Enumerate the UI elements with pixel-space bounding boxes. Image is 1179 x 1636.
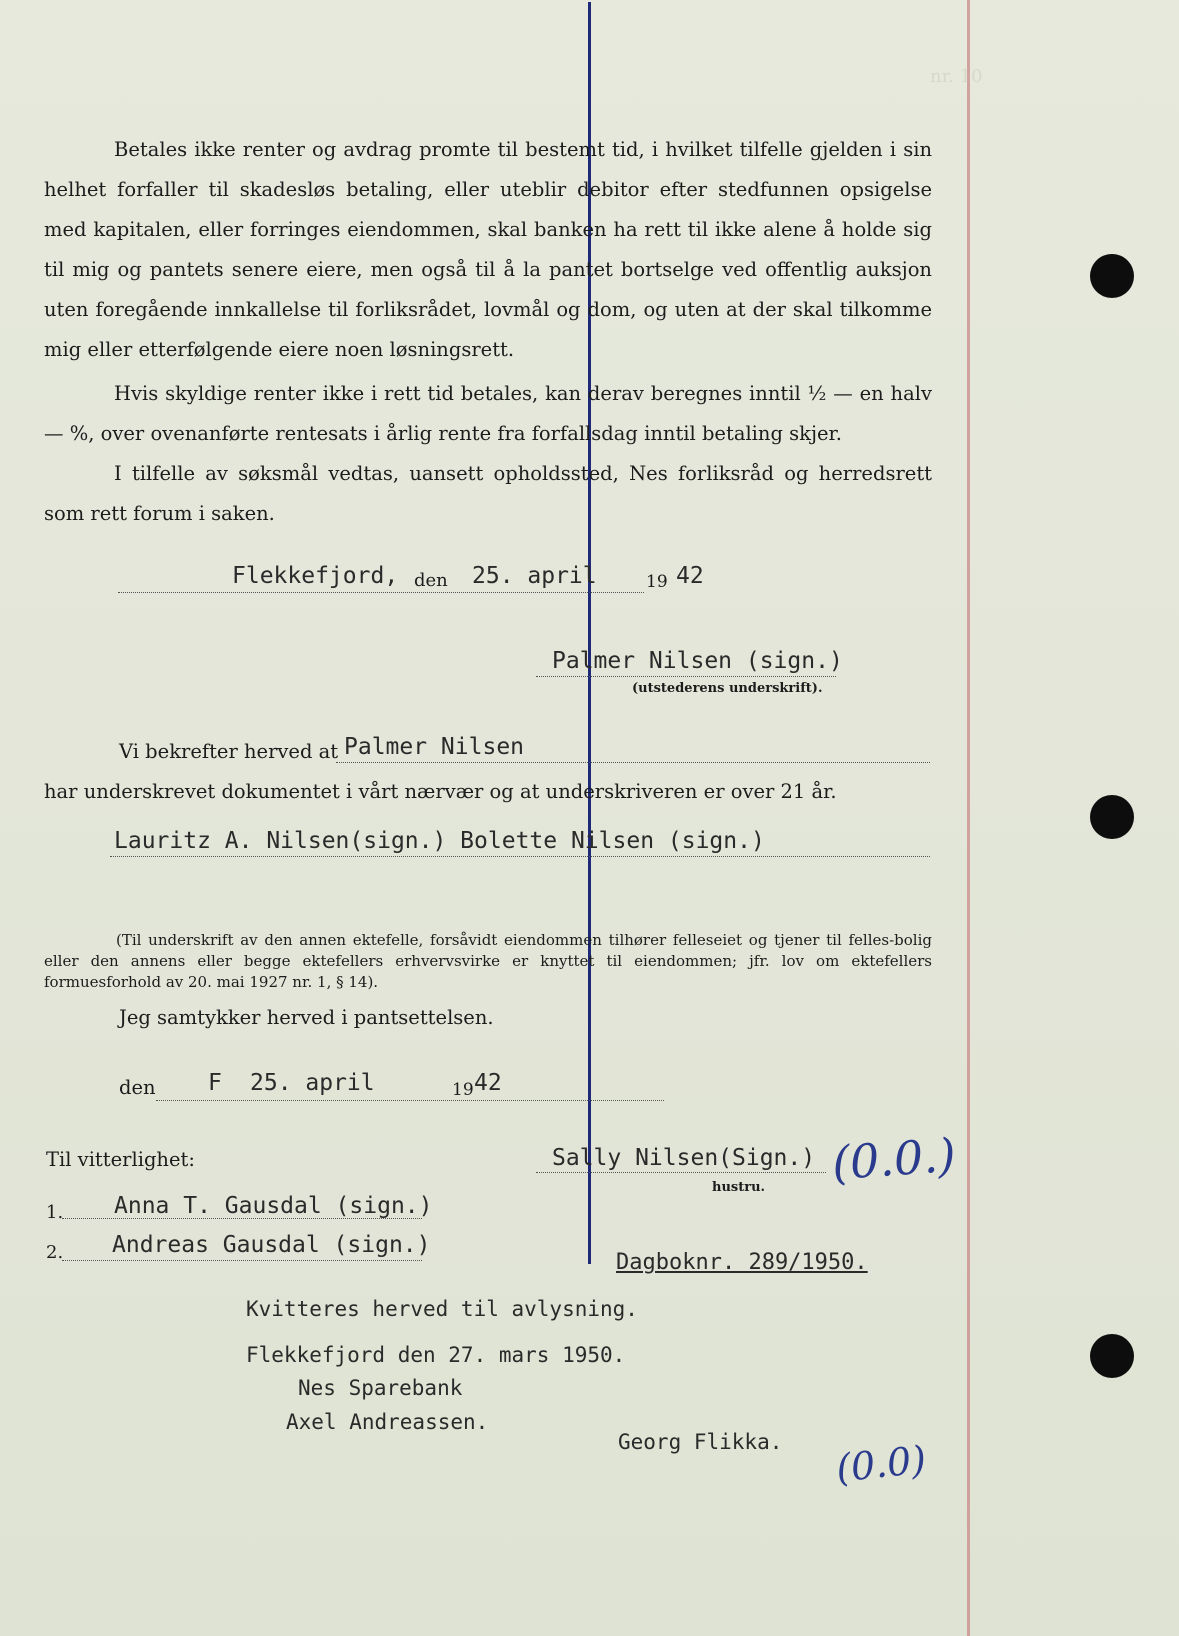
- cancel-line-5: Georg Flikka.: [618, 1430, 783, 1454]
- paragraph-interest: [44, 374, 932, 454]
- spouse-date: 25. april: [250, 1070, 375, 1096]
- issuer-signature: Palmer Nilsen (sign.): [552, 648, 843, 674]
- witness-statement: har underskrevet dokumentet i vårt nærvær og at underskriveren er over 21 år.: [44, 780, 837, 803]
- spouse-note-text: (Til underskrift av den annen ektefelle, forsåvidt eiendommen tilhører felleseiet og tjener til felles-bolig eller den annens eller begge ektefellers erhvervsvirke er knyttet til eiendommen; jfr. lov om ektefellers formuesforhold av 20. mai 1927 nr. 1, § 14).: [44, 931, 932, 991]
- witness-name: Palmer Nilsen: [344, 734, 525, 760]
- issue-place: Flekkefjord,: [232, 563, 399, 589]
- handwritten-mark-2: (0.0): [833, 1437, 929, 1491]
- page-number: nr. 10: [930, 66, 983, 87]
- attest-w1-name: Anna T. Gausdal (sign.): [114, 1193, 433, 1219]
- issue-den: den: [414, 570, 448, 591]
- witness-name-rule: [336, 762, 930, 763]
- spouse-note: [44, 930, 932, 993]
- attest-w2-rule: [62, 1260, 422, 1261]
- handwritten-mark-1: (0.0.): [830, 1127, 958, 1191]
- cancel-line-3: Nes Sparebank: [298, 1376, 463, 1400]
- spouse-den: den: [119, 1076, 156, 1099]
- cancel-line-1: Kvitteres herved til avlysning.: [246, 1297, 638, 1321]
- cancel-line-2: Flekkefjord den 27. mars 1950.: [246, 1343, 626, 1367]
- margin-rule: [967, 0, 970, 1636]
- witness-signatures: Lauritz A. Nilsen(sign.) Bolette Nilsen (sign.): [114, 828, 765, 854]
- witness-signatures-rule: [110, 856, 930, 857]
- paragraph-venue: [44, 454, 932, 534]
- attest-w1-number: 1.: [46, 1202, 64, 1223]
- issuer-signature-rule: [536, 676, 836, 677]
- issue-date: 25. april: [472, 563, 597, 589]
- attest-w1-rule: [62, 1218, 422, 1219]
- punch-hole-1: [1090, 254, 1134, 298]
- punch-hole-3: [1090, 1334, 1134, 1378]
- cancel-line-4: Axel Andreassen.: [286, 1410, 489, 1434]
- paragraph-default-terms: [44, 130, 932, 370]
- spouse-caption: hustru.: [712, 1180, 766, 1195]
- spouse-signature: Sally Nilsen(Sign.): [552, 1145, 816, 1171]
- paragraph-default-terms-text: Betales ikke renter og avdrag promte til bestemt tid, i hvilket tilfelle gjelden i sin helhet forfaller til skadesløs betaling, eller uteblir debitor efter stedfunnen opsigelse med kapitalen, eller forringes eiendommen, skal banken ha rett til ikke alene å holde sig til mig og pantets senere eiere, men også til å la pantet bortselge ved offentlig auksjon uten foregående innkallelse til forliksrådet, lovmål og dom, og uten at der skal tilkomme mig eller etterfølgende eiere noen løsningsrett.: [44, 138, 932, 361]
- spouse-year-suffix: 42: [474, 1070, 502, 1096]
- paragraph-venue-text: I tilfelle av søksmål vedtas, uansett opholdssted, Nes forliksråd og herredsrett som rett forum i saken.: [44, 462, 932, 525]
- attest-w2-name: Andreas Gausdal (sign.): [112, 1232, 431, 1258]
- issuer-caption: (utstederens underskrift).: [632, 681, 823, 696]
- journal-number: Dagboknr. 289/1950.: [616, 1250, 868, 1275]
- spouse-year-prefix: 19: [452, 1080, 474, 1100]
- attest-w2-number: 2.: [46, 1242, 64, 1263]
- spouse-date-rule: [156, 1100, 664, 1101]
- spouse-consent: Jeg samtykker herved i pantsettelsen.: [119, 1006, 494, 1029]
- spouse-mark: F: [208, 1070, 222, 1096]
- issue-year-prefix: 19: [646, 572, 668, 592]
- punch-hole-2: [1090, 795, 1134, 839]
- spouse-signature-rule: [536, 1172, 826, 1173]
- paragraph-interest-text: Hvis skyldige renter ikke i rett tid betales, kan derav beregnes inntil ½ — en halv — %, over ovenanførte rentesats i årlig rente fra forfallsdag inntil betaling skjer.: [44, 382, 932, 445]
- witness-lead: Vi bekrefter herved at: [119, 740, 339, 763]
- issue-year-suffix: 42: [676, 563, 704, 589]
- issue-date-rule: [118, 592, 644, 593]
- attest-label: Til vitterlighet:: [46, 1148, 195, 1171]
